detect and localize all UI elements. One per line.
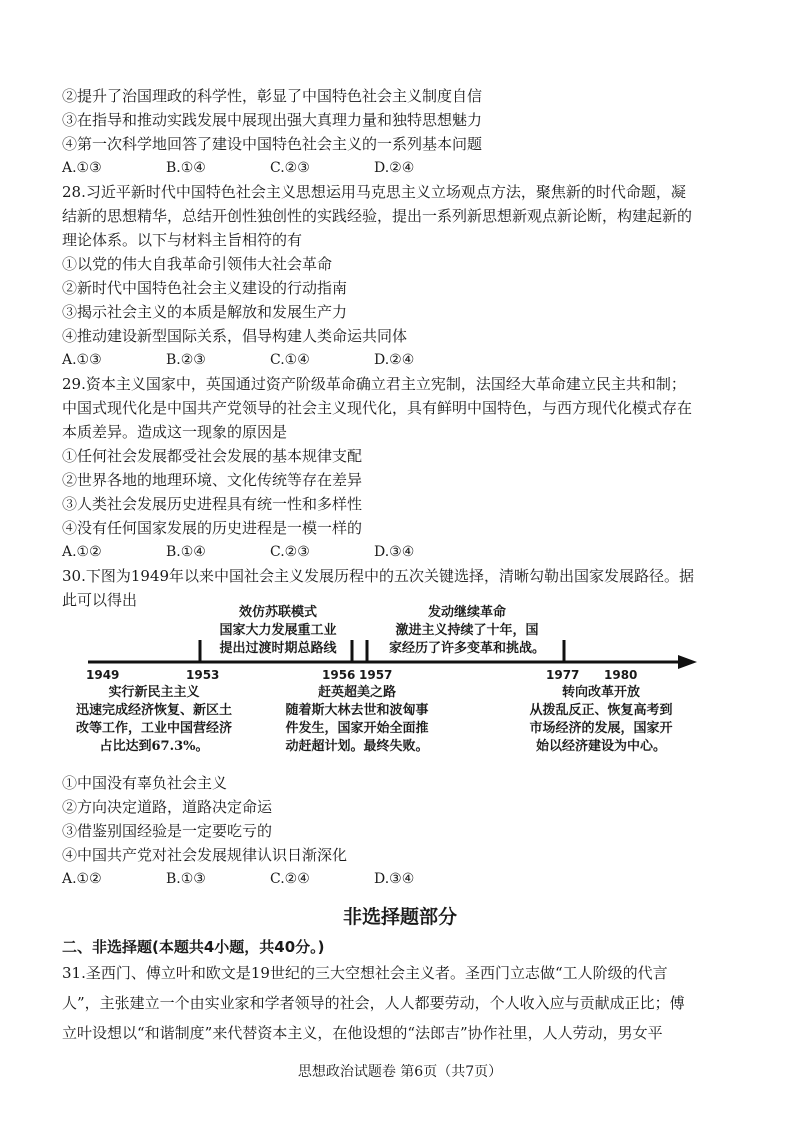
option-d[interactable]: D.②④ xyxy=(374,160,415,176)
q28-item-4: ④推动建设新型国际关系，倡导构建人类命运共同体 xyxy=(62,327,408,345)
q29-stem-3: 本质差异。造成这一现象的原因是 xyxy=(62,423,288,441)
year-1956: 1956 xyxy=(322,668,356,682)
q28-stem-1: 28.习近平新时代中国特色社会主义思想运用马克思主义立场观点方法，聚焦新的时代命题，凝 xyxy=(62,183,686,201)
event-soviet-model xyxy=(208,604,348,658)
event-new-democracy xyxy=(64,684,244,756)
option-b[interactable]: B.②③ xyxy=(166,352,206,368)
event-line: 改等工作，工业中国营经济 xyxy=(75,721,232,736)
q28-options xyxy=(62,350,478,370)
q28-item-2: ②新时代中国特色社会主义建设的行动指南 xyxy=(62,279,348,297)
event-title: 效仿苏联模式 xyxy=(238,605,317,620)
option-a[interactable]: A.①② xyxy=(62,871,102,887)
q27-item-4: ④第一次科学地回答了建设中国特色社会主义的一系列基本问题 xyxy=(62,135,483,153)
q29-options xyxy=(62,542,478,562)
option-b[interactable]: B.①④ xyxy=(166,544,206,560)
q30-item-3: ③借鉴别国经验是一定要吃亏的 xyxy=(62,822,273,840)
section-title: 非选择题部分 xyxy=(342,906,457,928)
event-line: 激进主义持续了十年，国 xyxy=(395,623,539,638)
event-title: 赶英超美之路 xyxy=(317,685,396,700)
event-line: 提出过渡时期总路线 xyxy=(219,641,337,656)
q31-line-2: 人”，主张建立一个由实业家和学者领导的社会，人人都要劳动，个人收入应与贡献成正比；傅 xyxy=(62,994,685,1012)
option-c[interactable]: C.②③ xyxy=(270,160,310,176)
option-d[interactable]: D.②④ xyxy=(374,352,415,368)
event-title: 实行新民主主义 xyxy=(108,685,200,700)
event-line: 从拨乱反正、恢复高考到 xyxy=(529,703,673,718)
q31-line-1: 31.圣西门、傅立叶和欧文是19世纪的三大空想社会主义者。圣西门立志做“工人阶级的代言 xyxy=(62,964,668,982)
timeline-arrowhead xyxy=(678,655,697,669)
year-1977: 1977 xyxy=(546,668,580,682)
event-title: 发动继续革命 xyxy=(427,605,506,620)
event-title: 转向改革开放 xyxy=(561,685,640,700)
q29-item-1: ①任何社会发展都受社会发展的基本规律支配 xyxy=(62,447,363,465)
q30-stem-1: 30.下图为1949年以来中国社会主义发展历程中的五次关键选择，清晰勾勒出国家发展路径。据 xyxy=(62,567,695,585)
event-line: 件发生，国家开始全面推 xyxy=(285,721,429,736)
event-reform-opening xyxy=(516,684,686,756)
q29-item-2: ②世界各地的地理环境、文化传统等存在差异 xyxy=(62,471,363,489)
event-line: 家经历了许多变革和挑战。 xyxy=(388,641,545,656)
option-b[interactable]: B.①④ xyxy=(166,160,206,176)
event-line: 占比达到67.3%。 xyxy=(99,739,209,754)
q27-options xyxy=(62,158,478,178)
year-1980: 1980 xyxy=(604,668,638,682)
q28-item-1: ①以党的伟大自我革命引领伟大社会革命 xyxy=(62,255,333,273)
year-1953: 1953 xyxy=(186,668,220,682)
timeline-diagram xyxy=(0,600,800,760)
event-line: 动赶超计划。最终失败。 xyxy=(285,739,429,754)
event-line: 迅速完成经济恢复、新区土 xyxy=(75,703,232,718)
q29-stem-2: 中国式现代化是中国共产党领导的社会主义现代化，具有鲜明中国特色，与西方现代化模式存在 xyxy=(62,399,693,417)
q31-line-3: 立叶设想以“和谐制度”来代替资本主义，在他设想的“法郎吉”协作社里，人人劳动，男女平 xyxy=(62,1024,663,1042)
q30-stem-2: 此可以得出 xyxy=(62,591,138,609)
q30-item-2: ②方向决定道路，道路决定命运 xyxy=(62,798,273,816)
option-d[interactable]: D.③④ xyxy=(374,544,415,560)
q28-item-3: ③揭示社会主义的本质是解放和发展生产力 xyxy=(62,303,348,321)
year-1957: 1957 xyxy=(359,668,393,682)
option-c[interactable]: C.②③ xyxy=(270,544,310,560)
option-b[interactable]: B.①③ xyxy=(166,871,206,887)
event-line: 随着斯大林去世和波匈事 xyxy=(285,703,429,718)
q30-item-4: ④中国共产党对社会发展规律认识日渐深化 xyxy=(62,846,348,864)
q27-item-2: ②提升了治国理政的科学性，彰显了中国特色社会主义制度自信 xyxy=(62,87,483,105)
page-footer: 思想政治试题卷 第6页（共7页） xyxy=(297,1064,503,1080)
event-line: 国家大力发展重工业 xyxy=(219,623,337,638)
section-heading: 二、非选择题(本题共4小题，共40分。) xyxy=(62,938,325,956)
year-1949: 1949 xyxy=(86,668,120,682)
q27-item-3: ③在指导和推动实践发展中展现出强大真理力量和独特思想魅力 xyxy=(62,111,483,129)
q30-options xyxy=(62,869,478,889)
option-a[interactable]: A.①③ xyxy=(62,352,102,368)
q29-item-4: ④没有任何国家发展的历史进程是一模一样的 xyxy=(62,519,363,537)
option-c[interactable]: C.①④ xyxy=(270,352,310,368)
event-catch-up xyxy=(272,684,442,756)
option-d[interactable]: D.③④ xyxy=(374,871,415,887)
q29-item-3: ③人类社会发展历史进程具有统一性和多样性 xyxy=(62,495,363,513)
q30-item-1: ①中国没有辜负社会主义 xyxy=(62,774,228,792)
event-continuous-revolution xyxy=(382,604,552,658)
event-line: 市场经济的发展，国家开 xyxy=(529,721,673,736)
event-line: 始以经济建设为中心。 xyxy=(535,739,666,754)
option-a[interactable]: A.①③ xyxy=(62,160,102,176)
option-a[interactable]: A.①② xyxy=(62,544,102,560)
q28-stem-3: 理论体系。以下与材料主旨相符的有 xyxy=(62,231,303,249)
q28-stem-2: 结新的思想精华，总结开创性独创性的实践经验，提出一系列新思想新观点新论断，构建起新的 xyxy=(62,207,693,225)
option-c[interactable]: C.②④ xyxy=(270,871,310,887)
q29-stem-1: 29.资本主义国家中，英国通过资产阶级革命确立君主立宪制，法国经大革命建立民主共和制； xyxy=(62,375,686,393)
